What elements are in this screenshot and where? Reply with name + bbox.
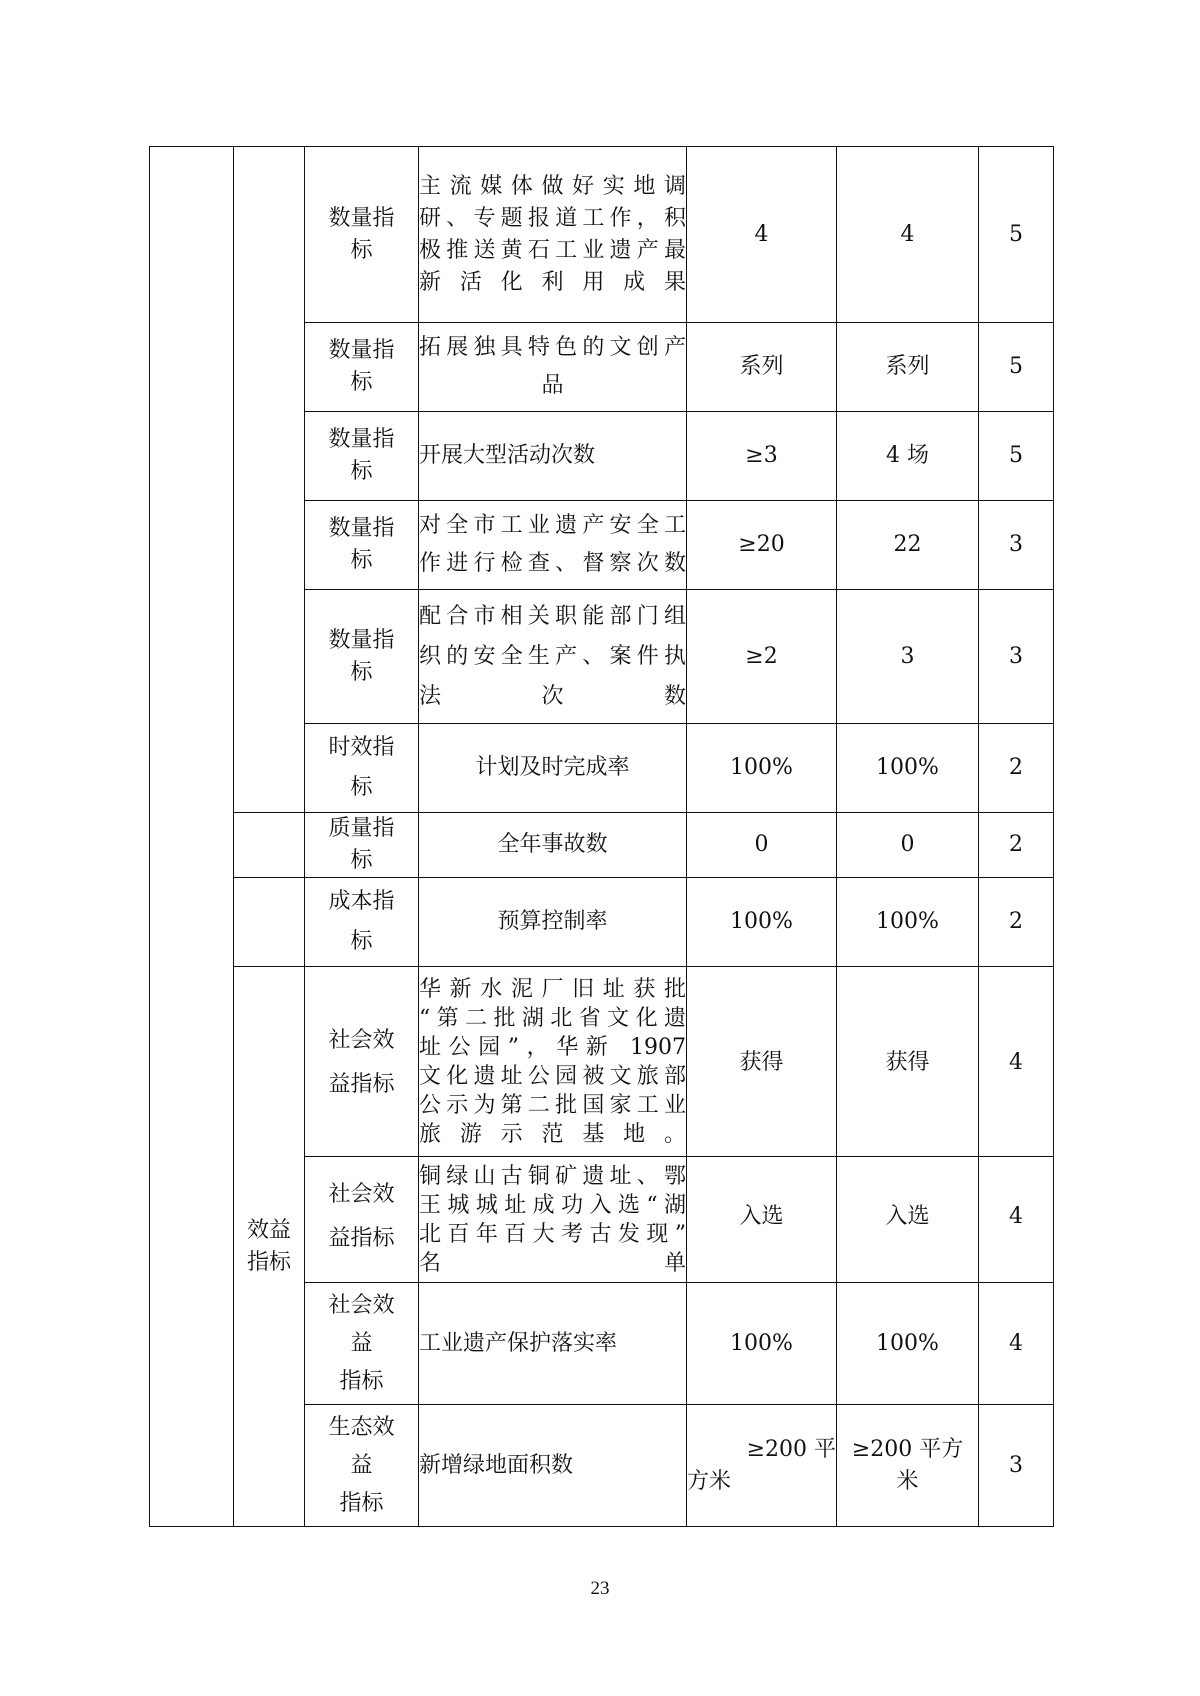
indicator-cell: 质量指 标	[305, 813, 419, 878]
indicator-cell: 数量指 标	[305, 323, 419, 412]
score-cell: 2	[979, 813, 1054, 878]
table-row	[150, 147, 1054, 323]
target-value-cell: 系列	[687, 323, 837, 412]
score-cell: 3	[979, 1405, 1054, 1527]
subcategory-cell-empty	[234, 878, 305, 967]
score-cell: 5	[979, 147, 1054, 323]
actual-value-cell: 4	[837, 147, 979, 323]
indicator-cell: 生态效 益 指标	[305, 1405, 419, 1527]
target-value-cell: 获得	[687, 967, 837, 1157]
actual-value-cell: 入选	[837, 1157, 979, 1283]
subcategory-cell-empty	[234, 813, 305, 878]
description-cell: 预算控制率	[419, 878, 687, 967]
description-cell: 拓展独具特色的文创产 品	[419, 323, 687, 412]
score-cell: 3	[979, 590, 1054, 724]
score-cell: 4	[979, 1157, 1054, 1283]
description-cell: 开展大型活动次数	[419, 412, 687, 501]
description-cell: 配合市相关职能部门组 织的安全生产、案件执 法次数	[419, 590, 687, 724]
target-value-cell: 100%	[687, 878, 837, 967]
indicator-cell: 数量指 标	[305, 412, 419, 501]
target-value-cell: ≥20	[687, 501, 837, 590]
target-value-cell: ≥2	[687, 590, 837, 724]
indicator-cell: 社会效 益指标	[305, 967, 419, 1157]
score-cell: 2	[979, 878, 1054, 967]
target-value-cell: 100%	[687, 724, 837, 813]
indicator-cell: 数量指 标	[305, 501, 419, 590]
indicator-cell: 社会效 益 指标	[305, 1283, 419, 1405]
indicator-cell: 成本指 标	[305, 878, 419, 967]
category-cell-empty	[150, 147, 234, 1527]
target-value-cell: 0	[687, 813, 837, 878]
score-cell: 4	[979, 1283, 1054, 1405]
subcategory-cell-empty	[234, 147, 305, 813]
target-value-cell: ≥3	[687, 412, 837, 501]
actual-value-cell: 100%	[837, 724, 979, 813]
actual-value-cell: 22	[837, 501, 979, 590]
table-row	[150, 967, 1054, 1157]
description-cell: 全年事故数	[419, 813, 687, 878]
performance-indicator-table	[149, 146, 1054, 1527]
indicator-cell: 时效指 标	[305, 724, 419, 813]
score-cell: 4	[979, 967, 1054, 1157]
indicator-cell: 社会效 益指标	[305, 1157, 419, 1283]
actual-value-cell: 3	[837, 590, 979, 724]
description-cell: 新增绿地面积数	[419, 1405, 687, 1527]
indicator-cell: 数量指 标	[305, 590, 419, 724]
table-row	[150, 878, 1054, 967]
actual-value-cell: 获得	[837, 967, 979, 1157]
indicator-cell: 数量指 标	[305, 147, 419, 323]
target-value-cell: 4	[687, 147, 837, 323]
page-number: 23	[590, 1578, 610, 1599]
target-value-cell: 100%	[687, 1283, 837, 1405]
target-value-cell: 入选	[687, 1157, 837, 1283]
actual-value-cell: 系列	[837, 323, 979, 412]
score-cell: 5	[979, 323, 1054, 412]
description-cell: 铜绿山古铜矿遗址、鄂 王城城址成功入选“湖 北百年百大考古发现” 名单	[419, 1157, 687, 1283]
actual-value-cell: 100%	[837, 1283, 979, 1405]
target-value-cell: ≥200 平 方米	[687, 1405, 837, 1527]
description-cell: 工业遗产保护落实率	[419, 1283, 687, 1405]
actual-value-cell: ≥200 平方 米	[837, 1405, 979, 1527]
description-cell: 主流媒体做好实地调 研、专题报道工作，积 极推送黄石工业遗产最 新活化利用成果	[419, 147, 687, 323]
description-cell: 计划及时完成率	[419, 724, 687, 813]
benefit-indicator-group: 效益 指标	[234, 967, 305, 1527]
score-cell: 2	[979, 724, 1054, 813]
actual-value-cell: 0	[837, 813, 979, 878]
actual-value-cell: 4 场	[837, 412, 979, 501]
description-cell: 华新水泥厂旧址获批 “第二批湖北省文化遗 址公园”，华新 1907 文化遗址公园被文旅部 公示为第二批国家工业 旅游示范基地。	[419, 967, 687, 1157]
description-cell: 对全市工业遗产安全工 作进行检查、督察次数	[419, 501, 687, 590]
table-row	[150, 813, 1054, 878]
score-cell: 5	[979, 412, 1054, 501]
actual-value-cell: 100%	[837, 878, 979, 967]
score-cell: 3	[979, 501, 1054, 590]
